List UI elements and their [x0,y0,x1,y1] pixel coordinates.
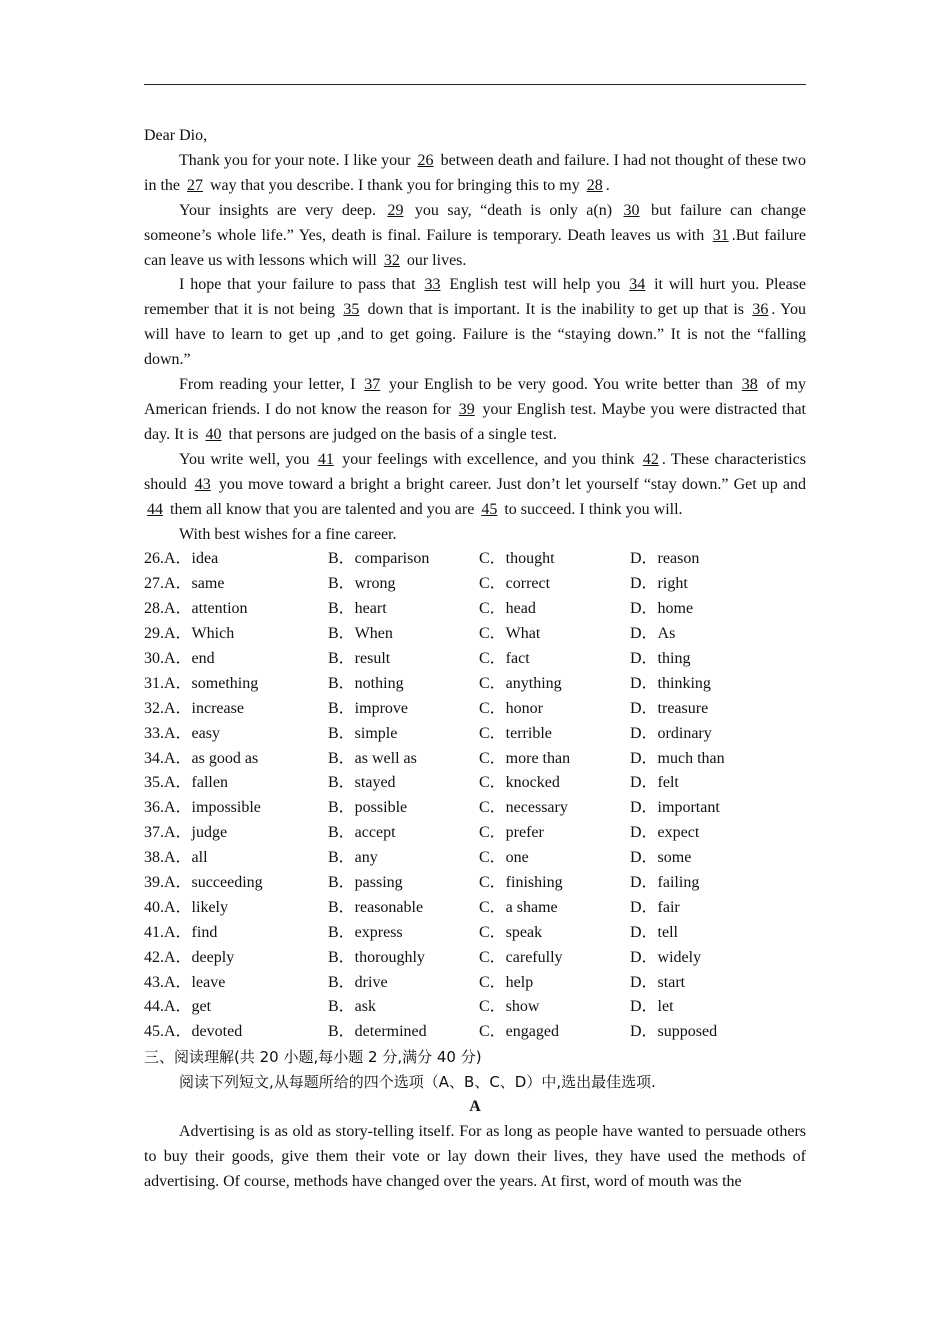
blank-31: 31 [712,226,729,244]
option-b: B．reasonable [328,898,424,916]
option-d: D．important [630,799,720,817]
blank-33: 33 [424,276,441,294]
blank-35: 35 [343,301,360,319]
option-a: 41.A．find [144,923,218,941]
text-run: but failure can change someone’s whole life.” Yes, death is final. Failure is temporary. Death leaves us with [144,201,807,244]
question-row-43 [144,971,806,996]
text-run: that persons are judged on the basis of a single test. [224,425,557,443]
option-c: C．one [479,849,529,867]
letter-paragraph [144,373,806,448]
option-c: C．show [479,998,540,1016]
option-a: 42.A．deeply [144,948,235,966]
option-a: 43.A．leave [144,973,226,991]
text-run: . These characteristics should [144,450,806,493]
question-row-35 [144,771,806,796]
blank-41: 41 [317,450,334,468]
option-d: D．start [630,973,686,991]
blank-43: 43 [194,475,211,493]
text-run: of my American friends. I do not know the reason for [144,376,806,418]
option-d: D．fair [630,898,680,916]
question-row-45 [144,1020,806,1045]
blank-28: 28 [586,176,603,194]
answer-options [144,547,806,1045]
option-b: B．any [328,849,378,867]
option-d: D．expect [630,824,700,842]
option-d: D．reason [630,550,700,568]
option-c: C．engaged [479,1023,559,1041]
blank-45: 45 [481,500,498,518]
option-d: D．tell [630,923,678,941]
letter-paragraph [144,448,806,523]
text-run: Your insights are very deep. [179,201,385,219]
option-c: C．necessary [479,799,568,817]
document-content [144,124,806,1195]
option-c: C．What [479,625,541,643]
text-run: your English test. Maybe you were distracted that day. It is [144,400,807,443]
option-d: D．let [630,998,674,1016]
option-b: B．improve [328,699,408,717]
text-run: them all know that you are talented and you are [166,500,479,518]
blank-38: 38 [741,376,758,394]
question-row-34 [144,747,806,772]
option-a: 29.A．Which [144,625,235,643]
option-b: B．stayed [328,774,396,792]
option-c: C．a shame [479,898,558,916]
text-run: Thank you for your note. I like your [179,151,415,169]
option-a: 37.A．judge [144,824,228,842]
option-c: C．finishing [479,873,563,891]
text-run: . [605,176,610,194]
question-row-32 [144,697,806,722]
text-run: it will hurt you. Please remember that it is not being [144,276,806,319]
option-c: C．speak [479,923,543,941]
text-run: You write well, you [179,450,315,468]
option-a: 45.A．devoted [144,1023,243,1041]
option-d: D．right [630,575,688,593]
question-row-26 [144,547,806,572]
passage-text: Advertising is as old as story-telling itself. For as long as people have wanted to persuade others to buy their goods, give them their vote or lay down their lives, they have used the methods of advertising. Of course, methods have changed over the years. At first, word of mouth was the [144,1122,806,1190]
option-a: 28.A．attention [144,600,248,618]
question-row-44 [144,995,806,1020]
option-c: C．carefully [479,948,563,966]
option-d: D．much than [630,749,725,767]
option-d: D．home [630,600,694,618]
text-run: to succeed. I think you will. [500,500,683,518]
option-b: B．possible [328,799,408,817]
text-run: your English to be very good. You write better than [383,376,739,394]
option-c: C．fact [479,649,530,667]
option-a: 44.A．get [144,998,212,1016]
text-run: down that is important. It is the inability to get up that is [362,301,750,319]
question-row-33 [144,722,806,747]
option-b: B．result [328,649,391,667]
option-b: B．heart [328,600,387,618]
option-a: 30.A．end [144,649,215,667]
text-run: .But failure can leave us with lessons which will [144,226,806,269]
option-a: 26.A．idea [144,550,219,568]
blank-42: 42 [642,450,659,468]
option-c: C．correct [479,575,551,593]
option-c: C．head [479,600,536,618]
question-row-37 [144,821,806,846]
option-c: C．thought [479,550,555,568]
option-b: B．as well as [328,749,417,767]
text-run: you move toward a bright a bright career. Just don’t let yourself “stay down.” Get up and [213,475,807,493]
option-a: 27.A．same [144,575,225,593]
question-row-39 [144,871,806,896]
blank-40: 40 [205,425,222,443]
option-a: 40.A．likely [144,898,228,916]
option-a: 36.A．impossible [144,799,261,817]
question-row-29 [144,622,806,647]
option-d: D．As [630,625,676,643]
letter-paragraph [144,199,806,274]
question-row-38 [144,846,806,871]
text-run: I hope that your failure to pass that [179,276,422,294]
option-d: D．thing [630,649,691,667]
option-a: 35.A．fallen [144,774,228,792]
option-d: D．felt [630,774,679,792]
option-b: B．simple [328,724,398,742]
blank-27: 27 [187,176,203,194]
option-c: C．terrible [479,724,552,742]
option-b: B．drive [328,973,388,991]
letter-closing: With best wishes for a fine career. [179,525,397,543]
section-instruction: 阅读下列短文,从每题所给的四个选项（A、B、C、D）中,选出最佳选项. [179,1073,656,1092]
blank-30: 30 [623,201,640,219]
question-row-41 [144,921,806,946]
option-b: B．passing [328,873,403,891]
text-run: our lives. [402,251,467,269]
option-a: 38.A．all [144,849,208,867]
option-b: B．express [328,923,403,941]
text-run: English test will help you [443,276,627,294]
option-a: 31.A．something [144,674,259,692]
option-b: B．ask [328,998,377,1016]
option-b: B．nothing [328,674,404,692]
option-b: B．accept [328,824,396,842]
letter-greeting: Dear Dio, [144,127,208,144]
question-row-42 [144,946,806,971]
blank-34: 34 [629,276,646,294]
blank-29: 29 [387,201,404,219]
text-run: you say, “death is only a(n) [406,201,621,219]
question-row-28 [144,597,806,622]
section-heading: 三、阅读理解(共 20 小题,每小题 2 分,满分 40 分) [144,1048,482,1067]
option-c: C．knocked [479,774,560,792]
header-rule [144,84,806,85]
blank-36: 36 [752,301,769,319]
letter-paragraph [144,149,806,199]
option-d: D．widely [630,948,702,966]
option-d: D．ordinary [630,724,712,742]
option-a: 39.A．succeeding [144,873,263,891]
option-d: D．supposed [630,1023,718,1041]
letter-paragraph [144,273,806,373]
option-b: B．determined [328,1023,427,1041]
option-d: D．some [630,849,692,867]
text-run: between death and failure. I had not thought of these two in the [144,151,806,194]
option-b: B．thoroughly [328,948,425,966]
text-run: . You will have to learn to get up ,and to get going. Failure is the “staying down.” It is not the “falling down.” [144,301,807,369]
option-c: C．help [479,973,534,991]
text-run: way that you describe. I thank you for bringing this to my [206,176,584,194]
question-row-30 [144,647,806,672]
question-row-27 [144,572,806,597]
passage-title: A [469,1098,481,1116]
option-c: C．honor [479,699,544,717]
option-c: C．prefer [479,824,544,842]
letter-body [144,149,806,523]
option-a: 33.A．easy [144,724,220,742]
text-run: From reading your letter, I [179,376,362,394]
option-b: B．comparison [328,550,430,568]
question-row-40 [144,896,806,921]
blank-39: 39 [458,400,475,418]
text-run: your feelings with excellence, and you think [336,450,640,468]
option-b: B．When [328,625,393,643]
blank-44: 44 [147,500,163,518]
option-a: 32.A．increase [144,699,244,717]
blank-26: 26 [417,151,434,169]
option-d: D．treasure [630,699,709,717]
option-d: D．thinking [630,674,711,692]
blank-37: 37 [364,376,381,394]
option-a: 34.A．as good as [144,749,259,767]
option-c: C．anything [479,674,562,692]
blank-32: 32 [383,251,400,269]
question-row-31 [144,672,806,697]
question-row-36 [144,796,806,821]
option-d: D．failing [630,873,700,891]
option-b: B．wrong [328,575,396,593]
option-c: C．more than [479,749,571,767]
